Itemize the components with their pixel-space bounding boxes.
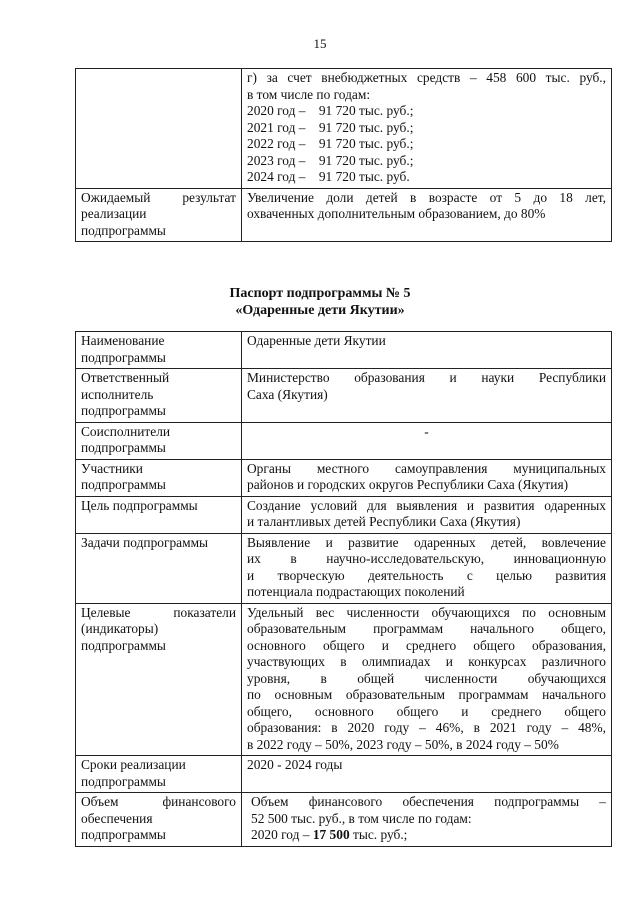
passport-subtitle-line: «Одаренные дети Якутии» [235, 303, 405, 318]
page-number: 15 [313, 36, 327, 51]
table-row [76, 756, 612, 793]
funding-continuation-table [75, 68, 612, 242]
row-value: - [242, 422, 612, 459]
table-row [76, 69, 612, 189]
table-row [76, 332, 612, 369]
row-label: Целевые показатели (индикаторы) подпрограммы [76, 603, 242, 756]
table-row [76, 603, 612, 756]
funding-year-line: 2021 год – 91 720 тыс. руб.; [247, 119, 414, 135]
passport-title-line: Паспорт подпрограммы № 5 [229, 286, 411, 301]
row-value: Одаренные дети Якутии [242, 332, 612, 369]
row-label: Соисполнители подпрограммы [76, 422, 242, 459]
funding-year-line: 2020 год – 91 720 тыс. руб.; [247, 103, 414, 118]
row-label: Задачи подпрограммы [76, 533, 242, 603]
row-label: Сроки реализации подпрограммы [76, 756, 242, 793]
row-label: Ответственный исполнитель подпрограммы [76, 369, 242, 423]
funding-year-line: 2022 год – 91 720 тыс. руб.; [247, 136, 414, 151]
table-row [76, 422, 612, 459]
row-label: Участники подпрограммы [76, 459, 242, 496]
row-value: Объем финансового обеспечения подпрограммы – 52 500 тыс. руб., в том числе по годам: 2020 год – 17 500 тыс. руб.; [242, 793, 612, 847]
funding-intro-line: в том числе по годам: [247, 86, 371, 102]
row-value: Удельный вес численности обучающихся по основным образовательным программам начального общего, основного общего и среднего общего образования, участвующих в олимпиадах и конкурсах различного уровня, в общей численности обучающихся по основным образовательным программам начального общего, основного общего и среднего общего образования: в 2020 году – 46%, в 2021 году – 48%, в 2022 году – 50%, 2023 году – 50%, в 2024 году – 50% [242, 603, 612, 756]
table-row [76, 496, 612, 533]
funding-amount: 17 500 [312, 827, 350, 842]
funding-year-line: 2020 год – 17 500 тыс. руб.; [251, 827, 408, 842]
row-value: Органы местного самоуправления муниципальных районов и городских округов Республики Саха (Якутия) [242, 459, 612, 496]
row-value: Создание условий для выявления и развития одаренных и талантливых детей Республики Саха (Якутия) [242, 496, 612, 533]
table-row [76, 533, 612, 603]
passport-table [75, 331, 612, 847]
row-value: Выявление и развитие одаренных детей, вовлечение их в научно-исследовательскую, инновационную и творческую деятельность с целью развития потенциала подрастающих поколений [242, 533, 612, 603]
expected-result-value: Увеличение доли детей в возрасте от 5 до 18 лет, охваченных дополнительным образованием, до 80% [242, 188, 612, 242]
row-label: Объем финансового обеспечения подпрограммы [76, 793, 242, 847]
table-row [76, 188, 612, 242]
row-label: Цель подпрограммы [76, 496, 242, 533]
row-value: 2020 - 2024 годы [242, 756, 612, 793]
table-row [76, 459, 612, 496]
funding-intro-line: г) за счет внебюджетных средств – 458 600 тыс. руб., [247, 70, 606, 85]
row-value: Министерство образования и науки Республики Саха (Якутия) [242, 369, 612, 423]
table-row [76, 369, 612, 423]
expected-result-label: Ожидаемый результат реализации подпрограммы [76, 188, 242, 242]
row-label: Наименование подпрограммы [76, 332, 242, 369]
funding-value-cell [242, 69, 612, 189]
funding-year-line: 2024 год – 91 720 тыс. руб. [247, 169, 410, 184]
empty-label-cell [76, 69, 242, 189]
funding-year-line: 2023 год – 91 720 тыс. руб.; [247, 152, 414, 168]
table-row [76, 793, 612, 847]
passport-title [0, 285, 640, 319]
